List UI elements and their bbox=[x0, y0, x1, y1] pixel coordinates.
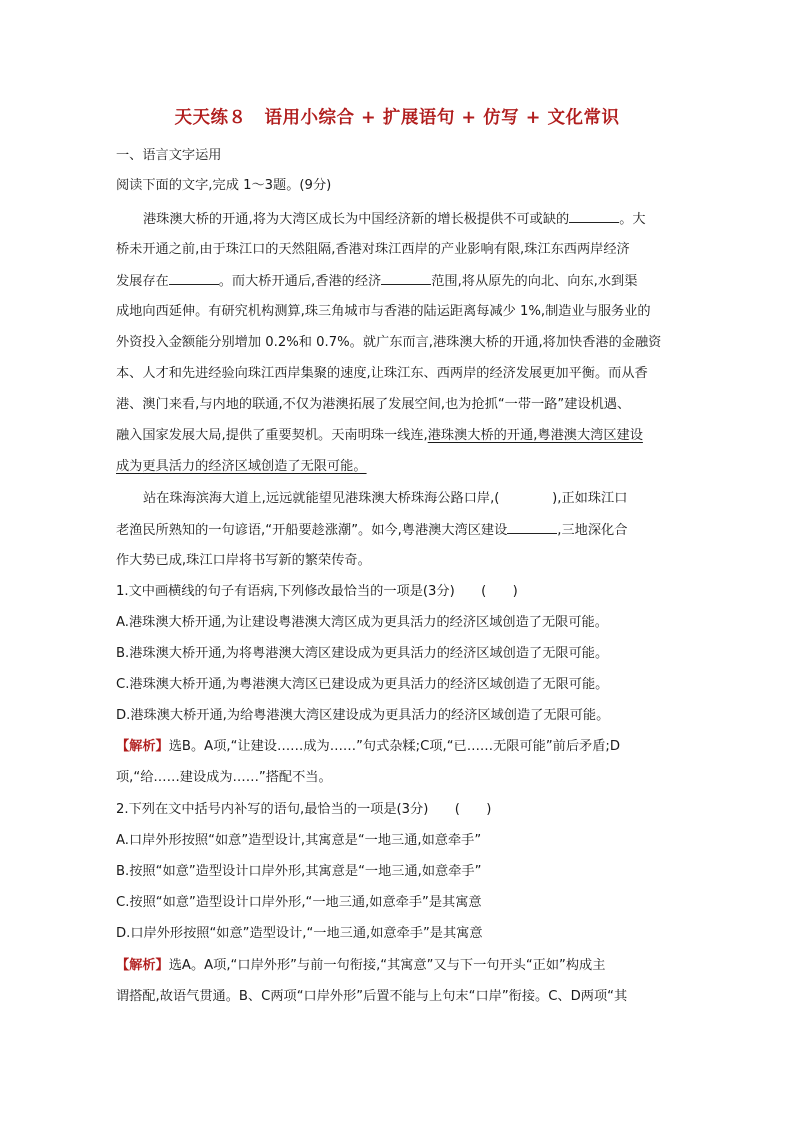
analysis-text: 选B。A项,“让建设……成为……”句式杂糅;C项,“已……无限可能”前后矛盾;D bbox=[168, 739, 621, 754]
underlined-sentence: 港珠澳大桥的开通,粤港澳大湾区建设 bbox=[427, 428, 643, 443]
question-2-option-b: B.按照“如意”造型设计口岸外形,其寓意是“一地三通,如意牵手” bbox=[116, 864, 482, 879]
question-2-analysis bbox=[116, 956, 605, 976]
question-2-option-d: D.口岸外形按照“如意”造型设计,“一地三通,如意牵手”是其寓意 bbox=[116, 926, 483, 941]
passage-text: 港、澳门来看,与内地的联通,不仅为港澳拓展了发展空间,也为抢抓“一带一路”建设机遇、 bbox=[116, 397, 631, 412]
passage-text: ,三地深化合 bbox=[557, 523, 628, 538]
passage-line bbox=[116, 302, 651, 322]
passage-line bbox=[116, 395, 630, 415]
passage-text: 港珠澳大桥的开通,将为大湾区成长为中国经济新的增长极提供不可或缺的 bbox=[143, 212, 570, 227]
question-2-option-c: C.按照“如意”造型设计口岸外形,“一地三通,如意牵手”是其寓意 bbox=[116, 895, 482, 910]
question-1-stem: 1.文中画横线的句子有语病,下列修改最恰当的一项是(3分) ( ) bbox=[116, 584, 518, 599]
question-2-analysis-cont: 谓搭配,故语气贯通。B、C两项“口岸外形”后置不能与上句末“口岸”衔接。C、D两项“其 bbox=[116, 989, 628, 1004]
question-1-option-a: A.港珠澳大桥开通,为让建设粤港澳大湾区成为更具活力的经济区域创造了无限可能。 bbox=[116, 615, 608, 630]
passage-line bbox=[143, 489, 627, 509]
analysis-label: 【解析】 bbox=[116, 739, 169, 754]
passage-text: 。而大桥开通后,香港的经济 bbox=[218, 274, 382, 289]
passage-line bbox=[116, 520, 627, 541]
section-heading: 一、语言文字运用 bbox=[116, 148, 222, 163]
passage-line bbox=[116, 426, 643, 446]
fill-in-blank bbox=[569, 209, 619, 223]
question-1-analysis bbox=[116, 737, 620, 757]
fill-in-blank bbox=[507, 520, 557, 534]
passage-line bbox=[143, 209, 646, 230]
passage-text: 老渔民所熟知的一句谚语,“开船要趁涨潮”。如今,粤港澳大湾区建设 bbox=[116, 523, 508, 538]
passage-text: 本、人才和先进经验向珠江西岸集聚的速度,让珠江东、西两岸的经济发展更加平衡。而从香 bbox=[116, 366, 648, 381]
passage-text: 。大 bbox=[619, 212, 646, 227]
passage-text: 发展存在 bbox=[116, 274, 169, 289]
passage-text: 站在珠海滨海大道上,远远就能望见港珠澳大桥珠海公路口岸,( ),正如珠江口 bbox=[143, 491, 628, 506]
question-1-option-c: C.港珠澳大桥开通,为粤港澳大湾区已建设成为更具活力的经济区域创造了无限可能。 bbox=[116, 677, 609, 692]
fill-in-blank bbox=[381, 271, 431, 285]
passage-line bbox=[116, 271, 637, 292]
passage-text: 范围,将从原先的向北、向东,水到渠 bbox=[431, 274, 638, 289]
passage-text: 外资投入金额能分别增加 0.2%和 0.7%。就广东而言,港珠澳大桥的开通,将加快香港的金融资 bbox=[116, 335, 662, 350]
passage-line bbox=[116, 333, 661, 353]
question-1-option-b: B.港珠澳大桥开通,为将粤港澳大湾区建设成为更具活力的经济区域创造了无限可能。 bbox=[116, 646, 609, 661]
passage-line bbox=[116, 240, 630, 260]
question-1-analysis-cont: 项,“给……建设成为……”搭配不当。 bbox=[116, 770, 332, 785]
analysis-text: 选A。A项,“口岸外形”与前一句衔接,“其寓意”又与下一句开头“正如”构成主 bbox=[168, 958, 606, 973]
passage-text: 作大势已成,珠江口岸将书写新的繁荣传奇。 bbox=[116, 553, 371, 568]
reading-instruction: 阅读下面的文字,完成 1～3题。(9分) bbox=[116, 178, 332, 193]
question-1-option-d: D.港珠澳大桥开通,为给粤港澳大湾区建设成为更具活力的经济区域创造了无限可能。 bbox=[116, 708, 610, 723]
question-2-stem: 2.下列在文中括号内补写的语句,最恰当的一项是(3分) ( ) bbox=[116, 802, 492, 817]
page-title: 天天练８ 语用小综合 + 扩展语句 + 仿写 + 文化常识 bbox=[174, 108, 620, 128]
analysis-label: 【解析】 bbox=[116, 958, 169, 973]
passage-line bbox=[116, 364, 648, 384]
passage-line bbox=[116, 457, 367, 477]
passage-text: 桥未开通之前,由于珠江口的天然阻隔,香港对珠江西岸的产业影响有限,珠江东西两岸经济 bbox=[116, 242, 630, 257]
fill-in-blank bbox=[169, 271, 219, 285]
passage-text: 融入国家发展大局,提供了重要契机。天南明珠一线连, bbox=[116, 428, 428, 443]
passage-line bbox=[116, 551, 371, 571]
passage-text: 成地向西延伸。有研究机构测算,珠三角城市与香港的陆运距离每减少 1%,制造业与服务业的 bbox=[116, 304, 651, 319]
question-2-option-a: A.口岸外形按照“如意”造型设计,其寓意是“一地三通,如意牵手” bbox=[116, 833, 482, 848]
underlined-sentence: 成为更具活力的经济区域创造了无限可能。 bbox=[116, 459, 367, 474]
